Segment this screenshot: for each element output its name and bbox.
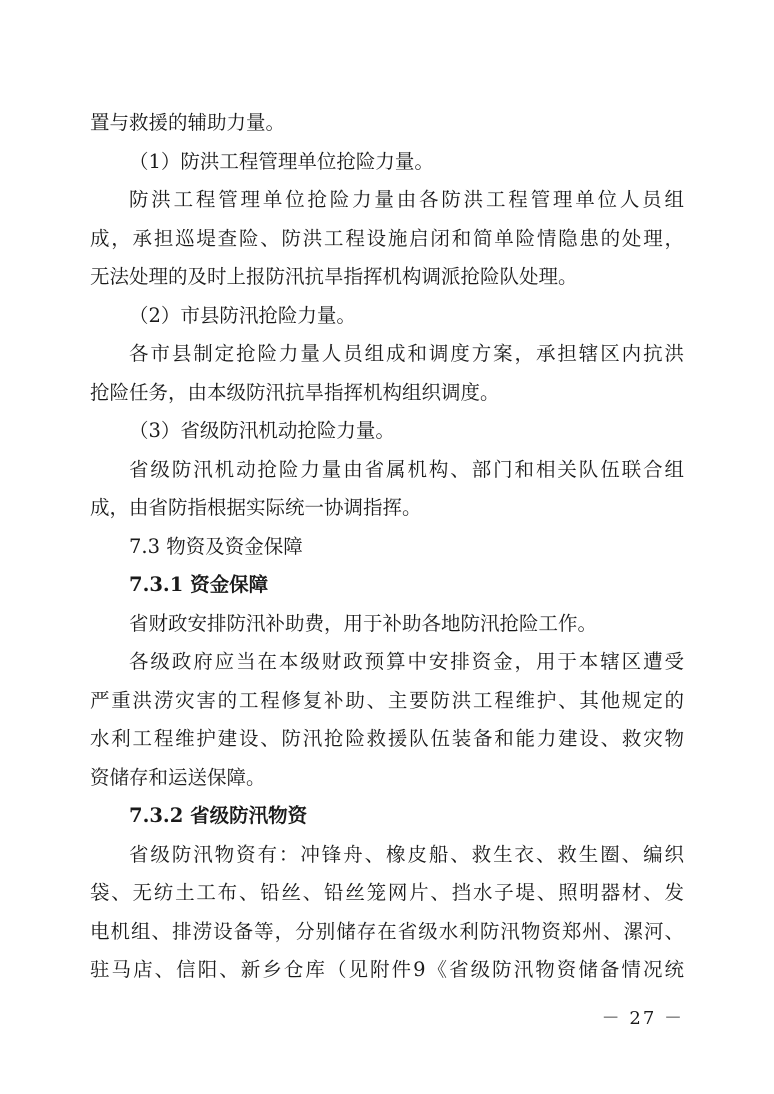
paragraph-line: 省财政安排防汛补助费，用于补助各地防汛抢险工作。 (129, 611, 598, 635)
paragraph-continuation-line: 置与救援的辅助力量。 (90, 111, 286, 134)
paragraph-line: 各市县制定抢险力量人员组成和调度方案，承担辖区内抗洪 (129, 342, 684, 365)
page-number: － 27 － (601, 1008, 684, 1029)
paragraph-line: 省级防汛物资有：冲锋舟、橡皮船、救生衣、救生圈、编织 (129, 842, 684, 866)
paragraph-line: 电机组、排涝设备等，分别储存在省级水利防汛物资郑州、漯河、 (90, 919, 684, 943)
paragraph-line: 成，承担巡堤查险、防洪工程设施启闭和简单险情隐患的处理， (90, 226, 684, 250)
paragraph-line: 抢险任务，由本级防汛抗旱指挥机构组织调度。 (90, 380, 500, 404)
paragraph-line: 严重洪涝灾害的工程修复补助、主要防洪工程维护、其他规定的 (90, 688, 684, 712)
paragraph-line: 成，由省防指根据实际统一协调指挥。 (90, 496, 422, 519)
document-body (90, 104, 684, 990)
paragraph-line: 资储存和运送保障。 (90, 765, 266, 789)
item-heading-2: （2）市县防汛抢险力量。 (129, 303, 356, 327)
subsection-heading-7-3-2: 7.3.2 省级防汛物资 (129, 804, 308, 827)
paragraph-line: 无法处理的及时上报防汛抗旱指挥机构调派抢险队处理。 (90, 265, 578, 288)
paragraph-line: 各级政府应当在本级财政预算中安排资金，用于本辖区遭受 (129, 650, 684, 673)
section-heading-7-3: 7.3 物资及资金保障 (129, 534, 303, 558)
paragraph-line: 水利工程维护建设、防汛抢险救援队伍装备和能力建设、救灾物 (90, 727, 684, 750)
paragraph-line: 袋、无纺土工布、铅丝、铅丝笼网片、挡水子堤、照明器材、发 (90, 881, 684, 904)
paragraph-line: 省级防汛机动抢险力量由省属机构、部门和相关队伍联合组 (129, 457, 684, 481)
item-heading-1: （1）防洪工程管理单位抢险力量。 (129, 149, 434, 173)
subsection-heading-7-3-1: 7.3.1 资金保障 (129, 573, 269, 596)
paragraph-line: 防洪工程管理单位抢险力量由各防洪工程管理单位人员组 (129, 188, 684, 211)
paragraph-line: 驻马店、信阳、新乡仓库（见附件9《省级防汛物资储备情况统 (90, 958, 684, 981)
item-heading-3: （3）省级防汛机动抢险力量。 (129, 419, 395, 442)
